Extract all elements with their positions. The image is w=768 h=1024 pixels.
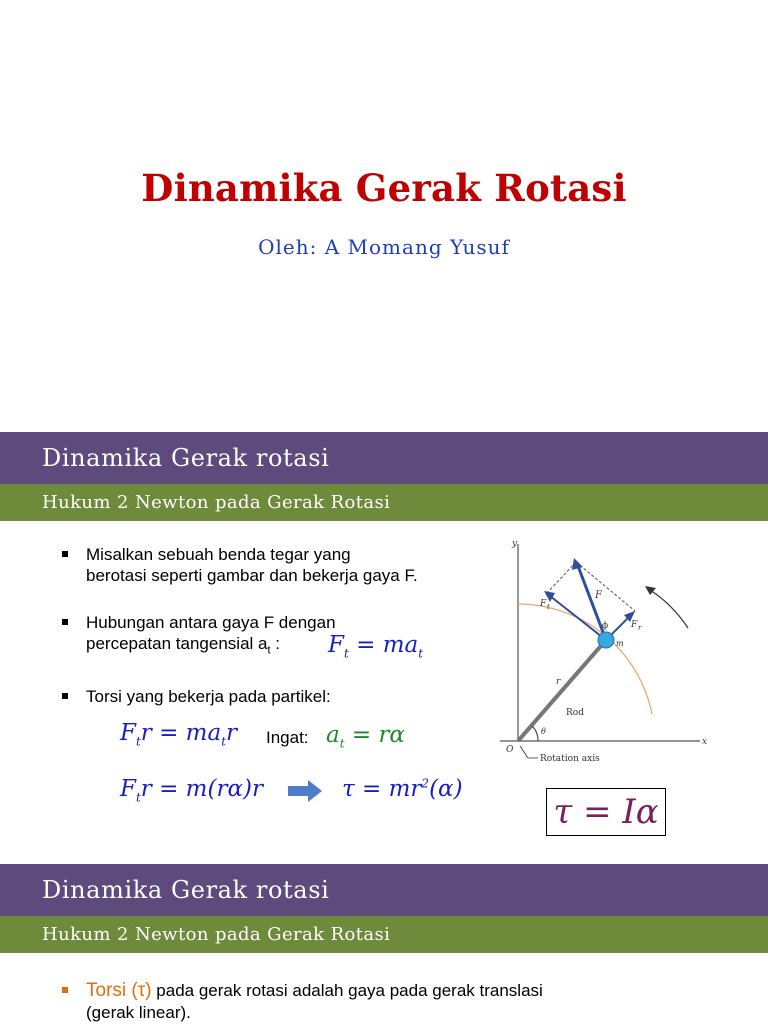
bullet-marker	[62, 551, 68, 557]
equation-at: $a_t = r\alpha$	[326, 722, 405, 751]
rotation-diagram	[490, 534, 720, 774]
content-slide-1	[0, 432, 768, 864]
equation-ft: $F_t = ma_t$	[328, 632, 424, 661]
diagram-label-fr: F	[631, 620, 638, 630]
bullet-text: Torsi (τ) pada gerak rotasi adalah gaya pada gerak translasi (gerak linear).	[86, 980, 543, 1022]
title-slide	[0, 0, 768, 432]
diagram-label-y: y	[512, 539, 518, 549]
diagram-label-rod: Rod	[566, 708, 584, 718]
arrow-right-icon	[288, 780, 322, 802]
bullet-marker	[62, 693, 68, 699]
slide-subheader: Hukum 2 Newton pada Gerak Rotasi	[0, 916, 768, 953]
diagram-label-f: F	[595, 590, 602, 601]
bullet-text: Hubungan antara gaya F dengan percepatan tangensial $a_t$ :	[86, 613, 336, 657]
diagram-label-ft-sub: t	[547, 603, 550, 611]
diagram-label-phi: ϕ	[602, 621, 609, 631]
diagram-label-ft: F	[540, 599, 547, 609]
slide-header: Dinamika Gerak rotasi	[0, 864, 768, 916]
equation-torque-3: $\tau = mr^2(\alpha)$	[342, 776, 463, 802]
ingat-label: Ingat:	[266, 728, 309, 747]
equation-torque-1: $F_tr = ma_tr$	[120, 720, 238, 749]
diagram-label-theta: θ	[541, 727, 546, 736]
slide-author: Oleh: A Momang Yusuf	[258, 235, 510, 259]
diagram-label-fr-sub: r	[638, 624, 642, 632]
diagram-label-x: x	[702, 737, 708, 747]
equation-torque-2: $F_tr = m(r\alpha)r$	[120, 776, 263, 805]
slide-title: Dinamika Gerak Rotasi	[141, 166, 627, 210]
slide-header: Dinamika Gerak rotasi	[0, 432, 768, 484]
bullet-marker	[62, 987, 68, 993]
bullet-text: Torsi yang bekerja pada partikel:	[86, 687, 331, 706]
diagram-label-r: r	[556, 677, 561, 687]
boxed-equation: τ = Iα	[546, 788, 666, 836]
slide-subheader: Hukum 2 Newton pada Gerak Rotasi	[0, 484, 768, 521]
content-slide-2	[0, 864, 768, 1024]
diagram-label-o: O	[506, 745, 514, 755]
bullet-marker	[62, 619, 68, 625]
bullet-text: Misalkan sebuah benda tegar yang berotasi seperti gambar dan bekerja gaya F.	[86, 545, 418, 585]
diagram-label-axis: Rotation axis	[540, 754, 600, 764]
diagram-label-m: m	[616, 639, 624, 648]
